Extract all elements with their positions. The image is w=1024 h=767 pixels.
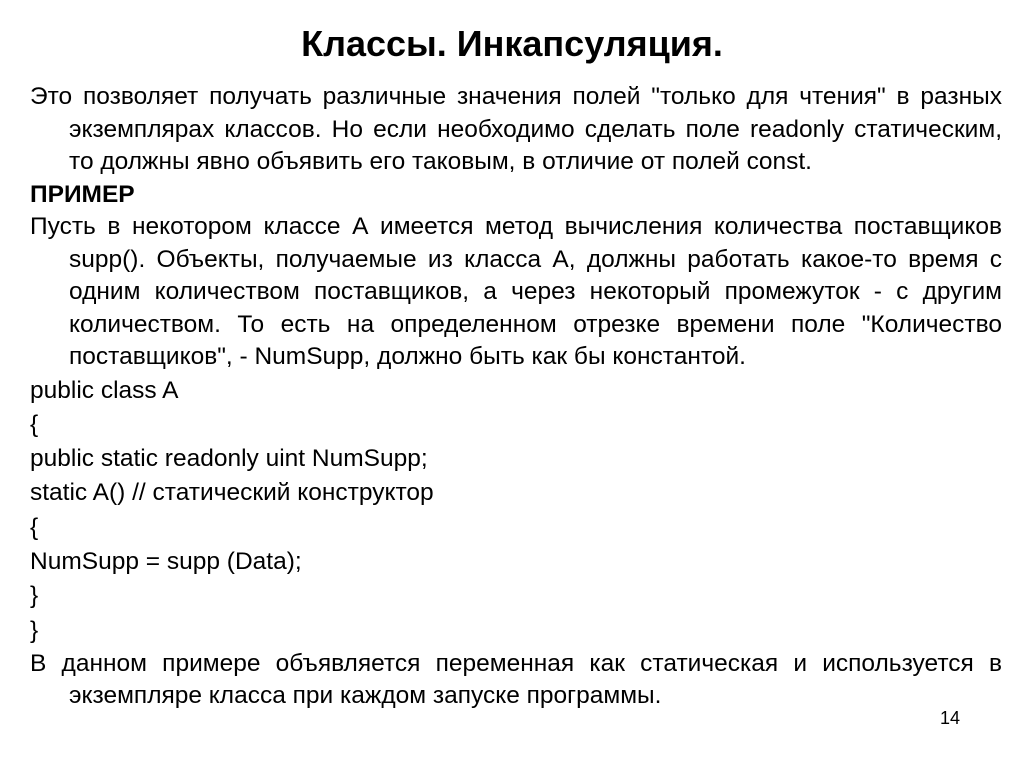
code-block bbox=[30, 374, 1002, 648]
page-number: 14 bbox=[940, 708, 961, 728]
paragraph-conclusion: В данном примере объявляется переменная как статическая и используется в экземпляре класса при каждом запуске программы. bbox=[30, 649, 1002, 710]
code-line: public class A bbox=[30, 376, 179, 404]
paragraph-example-description: Пусть в некотором классе А имеется метод вычисления количества поставщиков supp(). Объекты, получаемые из класса А, должны работать какое-то время с одним количеством поставщиков, а через некоторый промежуток - с другим количеством. То есть на определенном отрезке времени поле "Количество поставщиков", - NumSupp, должно быть как бы константой. bbox=[30, 213, 1002, 370]
slide-body bbox=[30, 81, 1002, 713]
code-line: } bbox=[30, 582, 39, 610]
code-line: { bbox=[30, 410, 39, 438]
example-heading: ПРИМЕР bbox=[30, 180, 135, 208]
slide-title: Классы. Инкапсуляция. bbox=[301, 23, 723, 64]
code-line: NumSupp = supp (Data); bbox=[30, 547, 302, 575]
code-line: { bbox=[30, 513, 39, 541]
code-line: static A() // статический конструктор bbox=[30, 479, 434, 507]
code-line: } bbox=[30, 616, 39, 644]
code-line: public static readonly uint NumSupp; bbox=[30, 445, 428, 473]
paragraph-readonly-explanation: Это позволяет получать различные значения полей "только для чтения" в разных экземплярах классов. Но если необходимо сделать поле readonly статическим, то должны явно объявить его таковым, в отличие от полей const. bbox=[30, 83, 1002, 175]
